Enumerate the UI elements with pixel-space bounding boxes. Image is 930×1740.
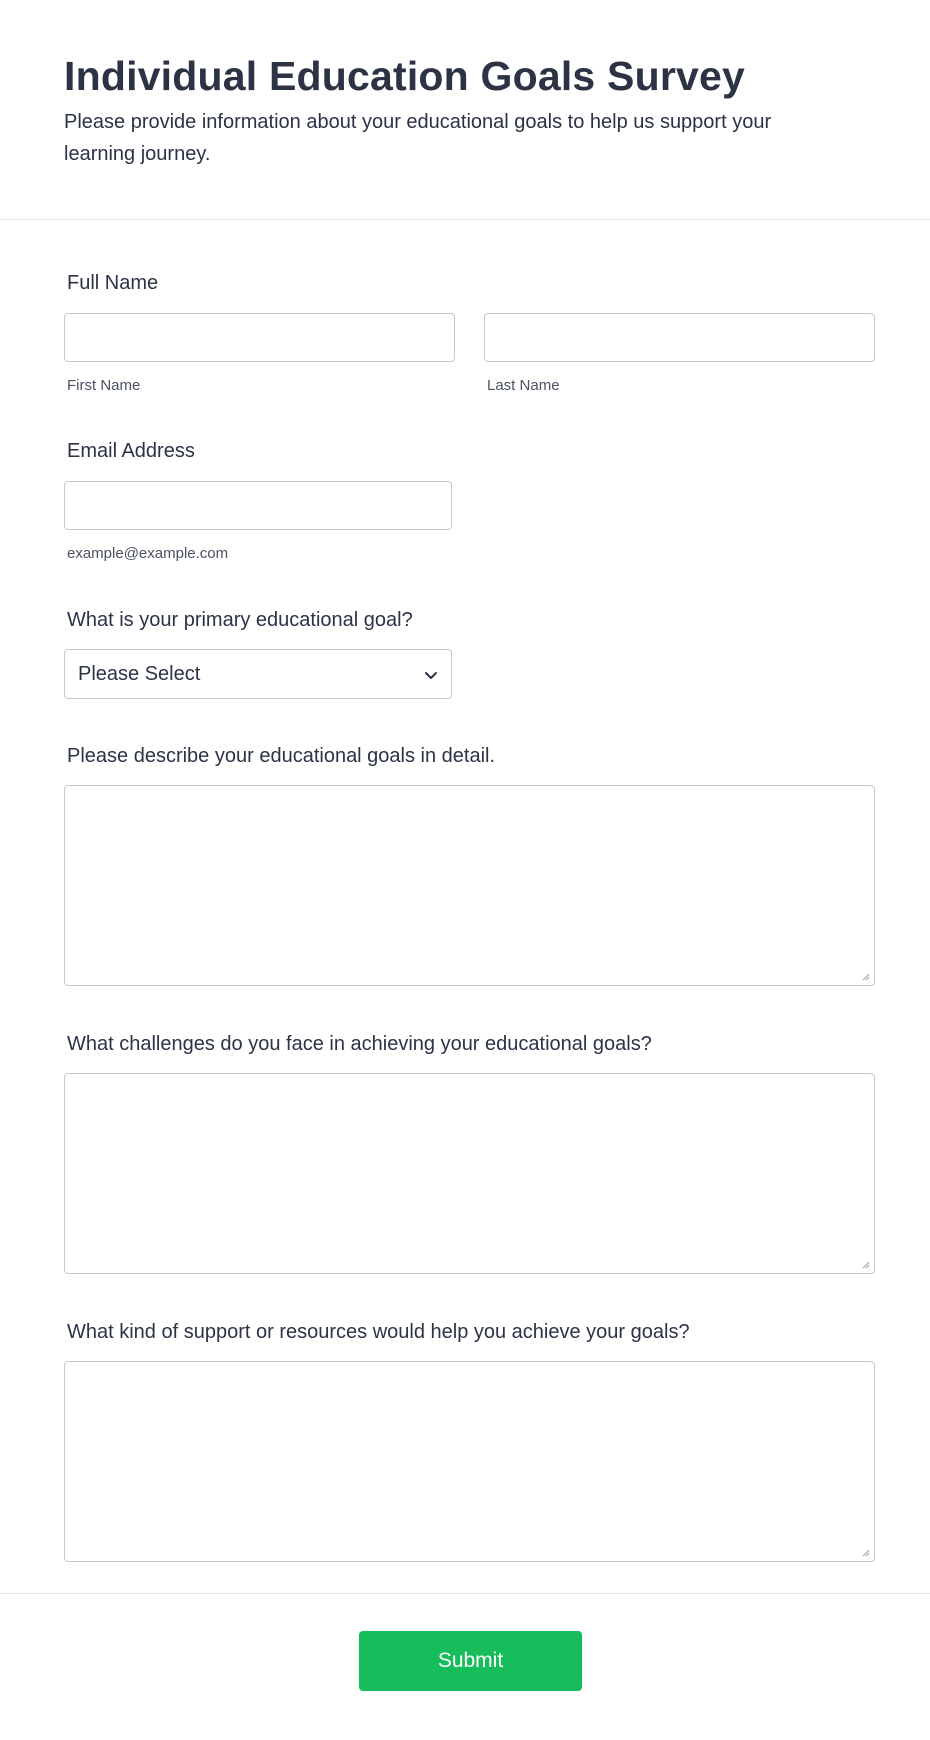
challenges-label: What challenges do you face in achieving your educational goals? [67,1033,652,1055]
primary-goal-select[interactable] [64,649,452,699]
support-textarea[interactable] [64,1361,875,1562]
first-name-input[interactable] [64,313,455,362]
goals-detail-textarea[interactable] [64,785,875,986]
footer-divider [0,1593,930,1594]
last-name-sublabel: Last Name [487,377,560,394]
email-label: Email Address [67,440,195,462]
goals-detail-label: Please describe your educational goals in detail. [67,745,496,767]
email-sublabel: example@example.com [67,545,229,562]
chevron-down-icon [423,667,439,683]
last-name-input[interactable] [484,313,875,362]
form-header [0,0,930,220]
full-name-label: Full Name [67,272,159,294]
primary-goal-selected-value: Please Select [78,663,201,685]
submit-button[interactable]: Submit [359,1631,582,1691]
email-input[interactable] [64,481,452,530]
support-label: What kind of support or resources would help you achieve your goals? [67,1321,690,1343]
first-name-sublabel: First Name [67,377,141,394]
primary-goal-label: What is your primary educational goal? [67,609,413,631]
challenges-textarea[interactable] [64,1073,875,1274]
form-title: Individual Education Goals Survey [64,53,745,99]
form-subtitle: Please provide information about your educational goals to help us support your learning journey. [64,111,772,165]
